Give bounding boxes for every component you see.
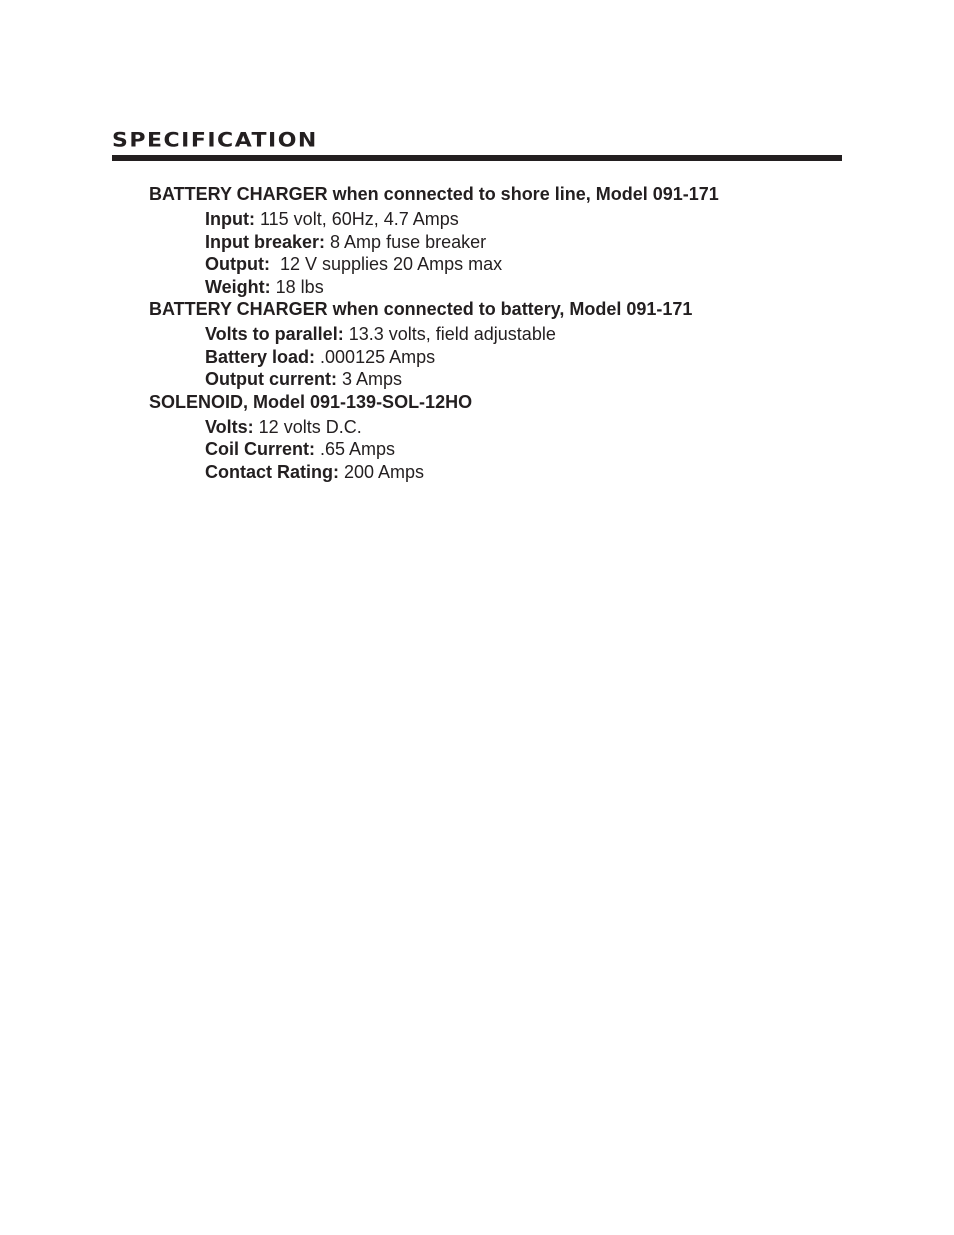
spec-row-coil-current (149, 438, 849, 461)
page-title: SPECIFICATION (112, 129, 318, 152)
spec-row-weight (149, 276, 849, 299)
spec-label: Volts to parallel: (205, 324, 344, 344)
spec-row-output (149, 253, 849, 276)
spec-label: Battery load: (205, 346, 316, 367)
section-heading-battery-charger: BATTERY CHARGER when connected to battery, Model 091-171 (149, 299, 693, 319)
spec-label: Input breaker: (205, 231, 326, 252)
spec-row-input (149, 208, 849, 231)
spec-row-volts (149, 416, 849, 439)
section-heading-solenoid: SOLENOID, Model 091-139-SOL-12HO (149, 391, 473, 412)
spec-value: 18 lbs (270, 276, 324, 297)
spec-value: 12 volts D.C. (253, 416, 362, 437)
spec-label: Contact Rating: (205, 461, 339, 482)
spec-label: Coil Current: (205, 439, 315, 459)
spec-row-volts-to-parallel (149, 323, 849, 346)
spec-value: 200 Amps (339, 461, 425, 482)
title-divider (112, 155, 842, 161)
spec-value: 115 volt, 60Hz, 4.7 Amps (254, 209, 459, 229)
section-heading-shore-line-charger: BATTERY CHARGER when connected to shore line, Model 091-171 (149, 184, 719, 204)
spec-label: Output current: (205, 369, 337, 389)
spec-row-output-current (149, 368, 849, 391)
spec-value: 12 V supplies 20 Amps max (269, 254, 503, 274)
spec-row-input-breaker (149, 231, 849, 254)
spec-value: 13.3 volts, field adjustable (343, 324, 556, 344)
spec-label: Input: (205, 209, 255, 229)
spec-label: Volts: (205, 416, 254, 437)
spec-row-battery-load (149, 346, 849, 369)
spec-row-contact-rating (149, 461, 849, 484)
spec-value: 8 Amp fuse breaker (325, 231, 487, 252)
specification-list (149, 183, 849, 483)
spec-value: .000125 Amps (315, 346, 436, 367)
spec-label: Output: (205, 254, 270, 274)
spec-label: Weight: (205, 276, 271, 297)
spec-value: .65 Amps (315, 439, 396, 459)
spec-value: 3 Amps (337, 369, 403, 389)
